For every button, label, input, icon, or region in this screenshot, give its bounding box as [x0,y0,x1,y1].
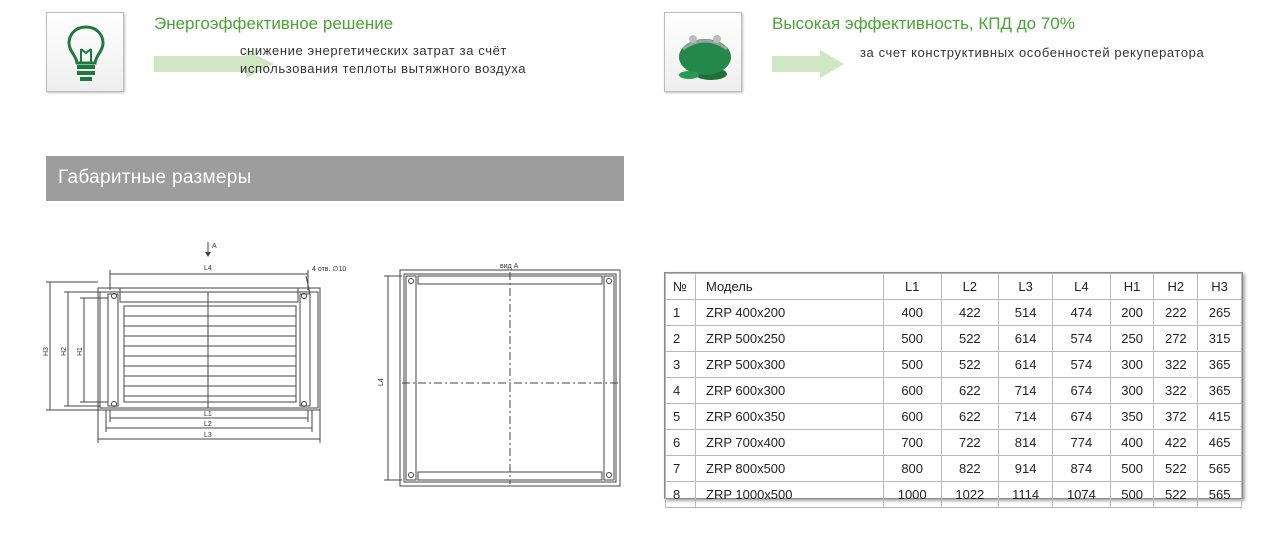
table-cell: 2 [666,326,696,352]
table-cell: 4 [666,378,696,404]
table-cell: 500 [883,326,941,352]
table-cell: 415 [1198,404,1242,430]
table-cell: 1074 [1053,482,1111,508]
table-cell: 465 [1198,430,1242,456]
table-cell: 622 [941,378,999,404]
table-cell: 8 [666,482,696,508]
table-cell: 365 [1198,352,1242,378]
header-l3: L3 [999,274,1053,300]
table-cell: 600 [883,404,941,430]
header-l2: L2 [941,274,999,300]
table-cell: 714 [999,404,1053,430]
table-cell: 522 [941,352,999,378]
table-row [666,352,1242,378]
table-cell: 500 [883,352,941,378]
dim-l1-label: L1 [204,411,212,418]
table-row [666,430,1242,456]
view-a [384,270,620,486]
header-model: Модель [696,274,884,300]
feature-description-line-1: снижение энергетических затрат за счёт [240,43,507,58]
dim-l4-label: L4 [204,265,212,272]
table-cell: ZRP 400x200 [696,300,884,326]
table-cell: 422 [1154,430,1198,456]
dim-l3-label: L3 [204,432,212,439]
dimensions-drawing [40,236,640,498]
table-header-row [666,274,1242,300]
table-cell: 1114 [999,482,1053,508]
table-cell: 322 [1154,352,1198,378]
table-cell: 350 [1110,404,1154,430]
table-cell: 500 [1110,482,1154,508]
table-cell: 614 [999,326,1053,352]
table-cell: 814 [999,430,1053,456]
table-cell: 600 [883,378,941,404]
view-a-label: вид А [500,263,519,270]
header-l4: L4 [1053,274,1111,300]
table-cell: 272 [1154,326,1198,352]
table-cell: 3 [666,352,696,378]
table-cell: 522 [1154,482,1198,508]
header-h1: H1 [1110,274,1154,300]
table-cell: 365 [1198,378,1242,404]
front-view [46,242,320,443]
table-cell: 522 [1154,456,1198,482]
table-cell: 474 [1053,300,1111,326]
table-cell: 914 [999,456,1053,482]
table-cell: 574 [1053,326,1111,352]
table-cell: 722 [941,430,999,456]
table-cell: 874 [1053,456,1111,482]
feature-description-line-1: за счет конструктивных особенностей рекуператора [860,45,1205,60]
dim-h3-label: H3 [43,347,50,356]
table-row [666,404,1242,430]
table-cell: 1000 [883,482,941,508]
table-cell: 6 [666,430,696,456]
table-cell: 500 [1110,456,1154,482]
section-header [46,156,624,201]
table-cell: 1 [666,300,696,326]
table-cell: 614 [999,352,1053,378]
table-cell: ZRP 800x500 [696,456,884,482]
table-cell: 514 [999,300,1053,326]
table-cell: 5 [666,404,696,430]
table-cell: 674 [1053,404,1111,430]
table-cell: 565 [1198,456,1242,482]
table-cell: 400 [1110,430,1154,456]
table-cell: 822 [941,456,999,482]
table-cell: 422 [941,300,999,326]
table-cell: 674 [1053,378,1111,404]
header-h3: H3 [1198,274,1242,300]
table-cell: 622 [941,404,999,430]
dim-l4-vertical-label: L4 [378,378,385,386]
table-cell: 300 [1110,378,1154,404]
table-cell: 265 [1198,300,1242,326]
table-cell: 372 [1154,404,1198,430]
table-cell: 565 [1198,482,1242,508]
money-purse-icon [671,19,737,87]
table-cell: 574 [1053,352,1111,378]
holes-label: 4 отв. ∅10 [312,266,347,273]
table-row [666,378,1242,404]
table-row [666,456,1242,482]
feature-title: Энергоэффективное решение [154,14,394,33]
table-cell: 315 [1198,326,1242,352]
dimensions-table-container [664,272,1243,502]
table-cell: 222 [1154,300,1198,326]
table-cell: 800 [883,456,941,482]
table-cell: 250 [1110,326,1154,352]
table-cell: 522 [941,326,999,352]
table-cell: ZRP 600x300 [696,378,884,404]
table-cell: ZRP 600x350 [696,404,884,430]
table-cell: 774 [1053,430,1111,456]
table-cell: 1022 [941,482,999,508]
dimensions-table [665,273,1242,508]
table-cell: ZRP 700x400 [696,430,884,456]
section-title: Габаритные размеры [58,167,252,188]
lightbulb-icon-box [46,12,124,92]
feature-high-efficiency [664,12,1264,94]
money-purse-icon-box [664,12,742,92]
table-cell: 7 [666,456,696,482]
table-cell: 400 [883,300,941,326]
table-cell: ZRP 500x300 [696,352,884,378]
feature-title: Высокая эффективность, КПД до 70% [772,14,1075,33]
table-cell: 322 [1154,378,1198,404]
table-body [666,300,1242,508]
table-row [666,300,1242,326]
view-arrow-label: A [212,243,217,250]
dim-l2-label: L2 [204,421,212,428]
table-row [666,326,1242,352]
lightbulb-icon [53,19,119,87]
table-row [666,482,1242,508]
table-cell: 200 [1110,300,1154,326]
dim-h1-label: H1 [77,347,84,356]
header-l1: L1 [883,274,941,300]
arrow-right-icon [772,50,844,78]
table-cell: ZRP 500x250 [696,326,884,352]
dim-h2-label: H2 [61,347,68,356]
header-number: № [666,274,696,300]
table-cell: 700 [883,430,941,456]
header-h2: H2 [1154,274,1198,300]
feature-energy-efficiency [46,12,566,94]
table-cell: ZRP 1000x500 [696,482,884,508]
table-cell: 300 [1110,352,1154,378]
table-cell: 714 [999,378,1053,404]
feature-description-line-2: использования теплоты вытяжного воздуха [240,61,527,76]
